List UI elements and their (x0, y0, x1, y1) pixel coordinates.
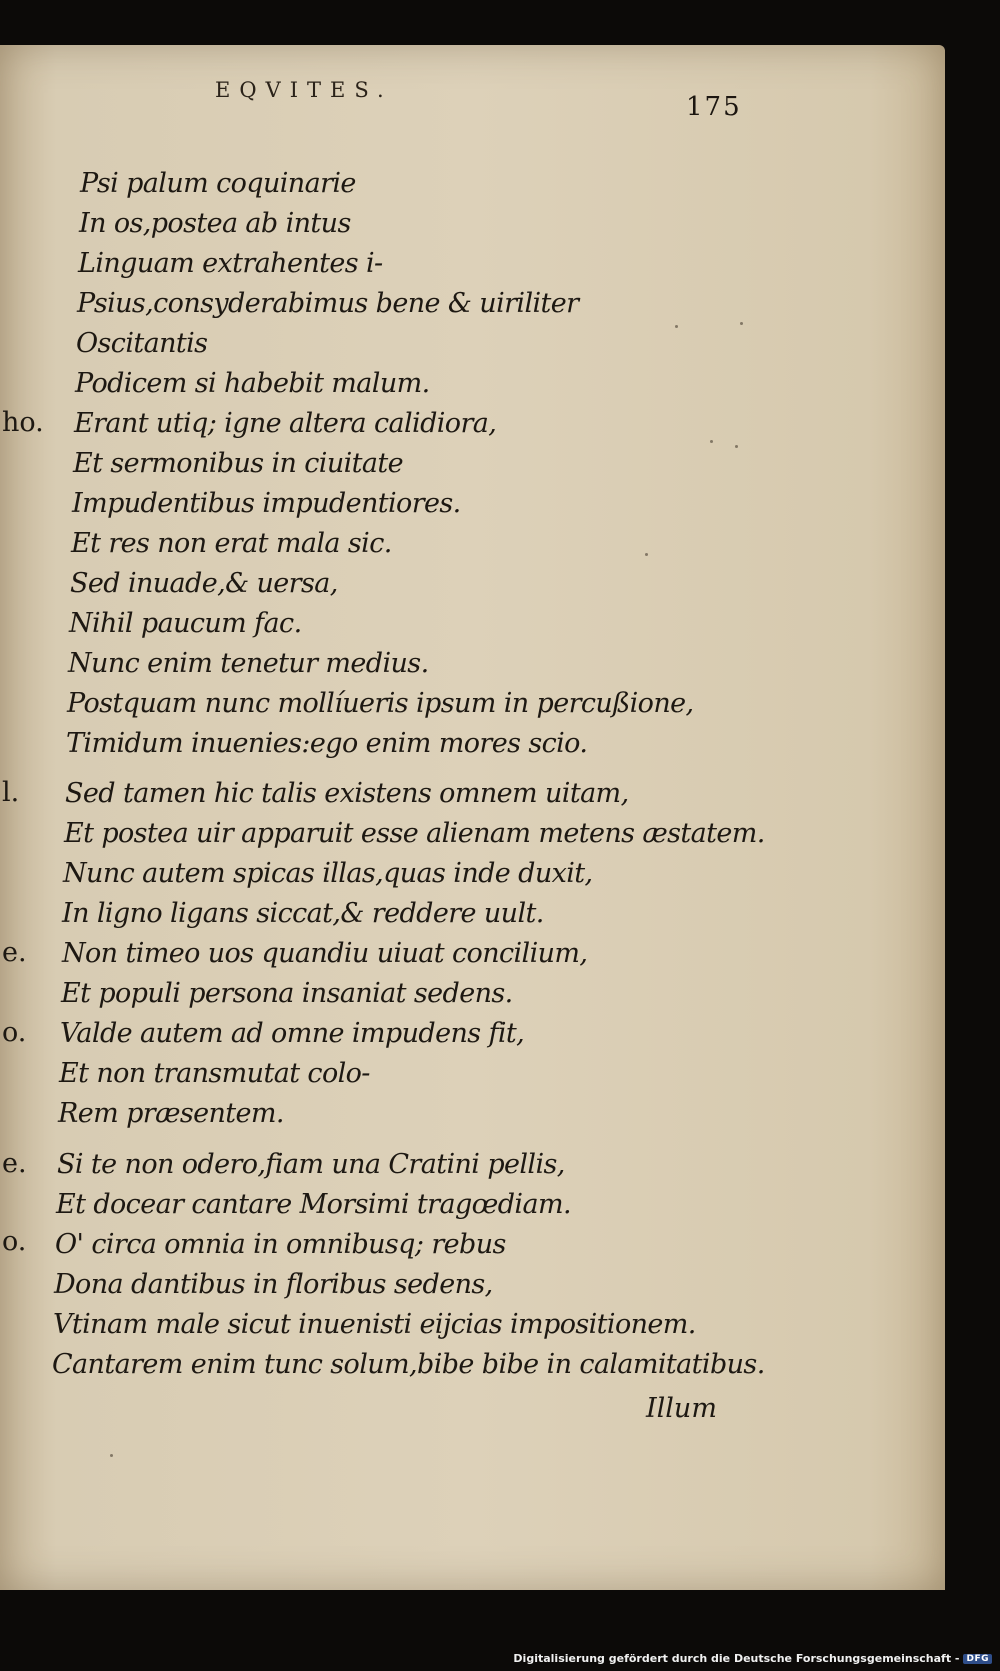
verse-line: O' circa omnia in omnibusq; rebus (55, 1229, 506, 1260)
verse-line: Nunc enim tenetur medius. (68, 648, 429, 679)
verse-line: Oscitantis (76, 328, 208, 359)
verse-line: Podicem si habebit malum. (75, 368, 430, 399)
catchword: Illum (646, 1393, 717, 1424)
verse-line: Nihil paucum fac. (69, 608, 302, 639)
verse-line: Timidum inuenies:ego enim mores scio. (66, 728, 588, 759)
verse-line: Non timeo uos quandiu uiuat concilium, (62, 938, 588, 969)
verse-line: Sed tamen hic talis existens omnem uitam, (65, 778, 629, 809)
paper-speck (645, 553, 648, 556)
verse-line: Si te non odero,fiam una Cratini pellis, (57, 1149, 565, 1180)
verse-line: Valde autem ad omne impudens fit, (60, 1018, 525, 1049)
verse-line: Et postea uir apparuit esse alienam metens æstatem. (64, 818, 765, 849)
verse-line: In os,postea ab intus (79, 208, 351, 239)
speaker-label: ho. (2, 407, 44, 438)
speaker-label: e. (2, 1148, 27, 1179)
digitization-credit (513, 1652, 992, 1665)
paper-speck (710, 440, 713, 443)
page-number: 175 (686, 92, 742, 122)
running-head: EQVITES. (215, 78, 393, 102)
speaker-label: e. (2, 937, 27, 968)
verse-line: Et res non erat mala sic. (71, 528, 392, 559)
verse-line: Et sermonibus in ciuitate (73, 448, 404, 479)
verse-line: Vtinam male sicut inuenisti eijcias impositionem. (53, 1309, 696, 1340)
speaker-label: o. (2, 1017, 27, 1048)
verse-line: Impudentibus impudentiores. (72, 488, 461, 519)
paper-speck (675, 325, 678, 328)
speaker-label: l. (2, 777, 20, 808)
verse-line: Linguam extrahentes i- (78, 248, 383, 279)
verse-line: Psi palum coquinarie (80, 168, 356, 199)
paper-speck (110, 1454, 113, 1457)
speaker-label: o. (2, 1226, 27, 1257)
verse-line: Rem præsentem. (58, 1098, 284, 1129)
paper-speck (735, 445, 738, 448)
verse-line: Et docear cantare Morsimi tragœdiam. (56, 1189, 571, 1220)
verse-line: Et populi persona insaniat sedens. (61, 978, 513, 1009)
verse-line: Postquam nunc mollíueris ipsum in percußione, (67, 688, 694, 719)
verse-line: Erant utiq; igne altera calidiora, (74, 408, 497, 439)
verse-line: Nunc autem spicas illas,quas inde duxit, (63, 858, 593, 889)
paper-speck (740, 322, 743, 325)
verse-line: In ligno ligans siccat,& reddere uult. (62, 898, 544, 929)
verse-line: Sed inuade,& uersa, (70, 568, 338, 599)
verse-line: Cantarem enim tunc solum,bibe bibe in calamitatibus. (52, 1349, 765, 1380)
dfg-logo: DFG (963, 1654, 992, 1664)
verse-line: Et non transmutat colo- (59, 1058, 370, 1089)
verse-line: Psius,consyderabimus bene & uiriliter (77, 288, 579, 319)
credit-text: Digitalisierung gefördert durch die Deutsche Forschungsgemeinschaft - (513, 1652, 960, 1665)
verse-line: Dona dantibus in floribus sedens, (54, 1269, 493, 1300)
